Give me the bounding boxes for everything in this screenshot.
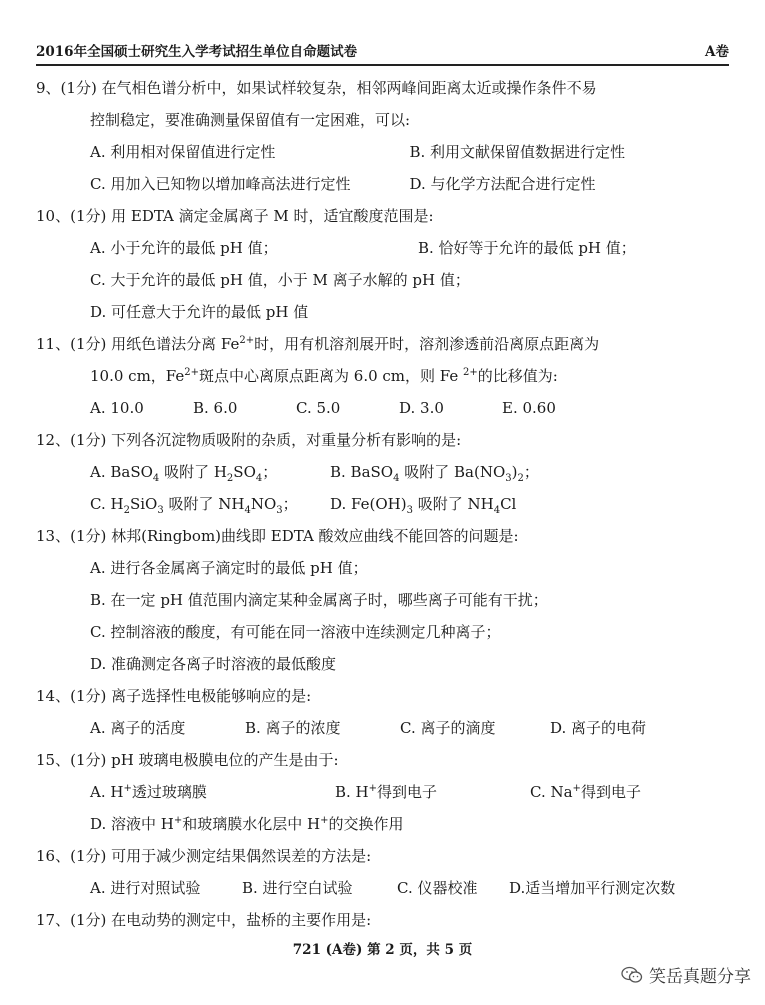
- question-12-stem: 12、(1分) 下列各沉淀物质吸附的杂质，对重量分析有影响的是:: [36, 431, 462, 449]
- q9-option-d: D. 与化学方法配合进行定性: [409, 175, 596, 193]
- formula-text: 吸附了 NH: [412, 495, 494, 513]
- question-9-stem-cont: 控制稳定，要准确测量保留值有一定困难，可以:: [90, 111, 411, 129]
- question-13-option-c-row: [36, 616, 729, 648]
- ion-charge: +: [123, 783, 132, 794]
- question-15-options-row1: [36, 776, 729, 808]
- question-13-stem: 13、(1分) 林邦(Ringbom)曲线即 EDTA 酸效应曲线不能回答的问题是:: [36, 527, 519, 545]
- q14-option-b: B. 离子的浓度: [245, 719, 341, 737]
- q13-option-a: A. 进行各金属离子滴定时的最低 pH 值；: [90, 559, 368, 577]
- ion-charge: +: [173, 815, 183, 826]
- exam-title: 2016年全国硕士研究生入学考试招生单位自命题试卷: [36, 44, 358, 60]
- q11-line2-text-2: 斑点中心离原点距离为 6.0 cm，则 Fe: [199, 367, 464, 385]
- formula-text: 吸附了 H: [159, 463, 227, 481]
- q11-option-c: C. 5.0: [296, 399, 341, 417]
- question-11-stem-cont: [36, 360, 729, 392]
- q13-option-b: B. 在一定 pH 值范围内滴定某种金属离子时，哪些离子可能有干扰；: [90, 591, 548, 609]
- question-15-stem: 15、(1分) pH 玻璃电极膜电位的产生是由于:: [36, 751, 339, 769]
- question-17-stem: 17、(1分) 在电动势的测定中，盐桥的主要作用是:: [36, 911, 372, 929]
- ion-charge: +: [572, 783, 581, 794]
- question-13-option-b-row: [36, 584, 729, 616]
- subscript: 4: [493, 505, 501, 516]
- page-footer: 721 (A卷) 第 2 页，共 5 页: [292, 942, 473, 958]
- question-14-options: [36, 712, 729, 744]
- q14-option-d: D. 离子的电荷: [550, 719, 647, 737]
- q13-option-d: D. 准确测定各离子时溶液的最低酸度: [90, 655, 337, 673]
- ion-charge: +: [320, 815, 329, 826]
- subscript: 3: [276, 505, 283, 516]
- question-10-option-d-row: [36, 296, 729, 328]
- subscript: 2: [517, 473, 524, 484]
- q11-option-d: D. 3.0: [399, 399, 444, 417]
- formula-text: ；: [523, 463, 539, 481]
- q16-option-a: A. 进行对照试验: [90, 879, 201, 897]
- q10-option-b: B. 恰好等于允许的最低 pH 值；: [418, 239, 636, 257]
- question-16-options: [36, 872, 729, 904]
- subscript: 2: [226, 473, 234, 484]
- q16-option-c: C. 仪器校准: [397, 879, 478, 897]
- formula-text: B. BaSO: [330, 463, 394, 481]
- q10-option-c: C. 大于允许的最低 pH 值，小于 M 离子水解的 pH 值；: [90, 271, 470, 289]
- option-text: 和玻璃膜水化层中 H: [182, 815, 321, 833]
- q13-option-c: C. 控制溶液的酸度，有可能在同一溶液中连续测定几种离子；: [90, 623, 501, 641]
- formula-text: ；: [282, 495, 298, 513]
- question-13-option-d-row: [36, 648, 729, 680]
- question-list: [36, 72, 729, 936]
- q14-option-a: A. 离子的活度: [90, 719, 186, 737]
- question-9-options-row2: [36, 168, 729, 200]
- subscript: 4: [255, 473, 263, 484]
- subscript: 4: [152, 473, 160, 484]
- q11-stem-text-2: 时，用有机溶剂展开时，溶剂渗透前沿离原点距离为: [254, 335, 600, 353]
- formula-text: Cl: [500, 495, 517, 513]
- q12-option-a: [90, 456, 330, 488]
- formula-text: ；: [262, 463, 278, 481]
- wechat-icon: [621, 966, 643, 984]
- option-text: B. H: [335, 783, 369, 801]
- subscript: 2: [123, 505, 130, 516]
- q11-option-a: A. 10.0: [90, 399, 144, 417]
- question-16-stem: 16、(1分) 可用于减少测定结果偶然误差的方法是:: [36, 847, 372, 865]
- q12-option-b: [330, 456, 539, 488]
- q10-option-a: A. 小于允许的最低 pH 值；: [90, 239, 278, 257]
- q12-option-c: [90, 488, 330, 520]
- formula-text: NO: [250, 495, 277, 513]
- formula-text: SO: [233, 463, 256, 481]
- ion-charge: 2+: [184, 367, 200, 378]
- q9-option-c: C. 用加入已知物以增加峰高法进行定性: [90, 175, 351, 193]
- subscript: 3: [505, 473, 512, 484]
- question-11-stem: [36, 328, 729, 360]
- option-text: 得到电子: [377, 783, 438, 801]
- question-10-stem: 10、(1分) 用 EDTA 滴定金属离子 M 时，适宜酸度范围是:: [36, 207, 434, 225]
- ion-charge: +: [368, 783, 378, 794]
- formula-text: 吸附了 Ba(NO: [399, 463, 506, 481]
- question-14-stem: 14、(1分) 离子选择性电极能够响应的是:: [36, 687, 312, 705]
- formula-text: A. BaSO: [90, 463, 153, 481]
- q9-option-a: A. 利用相对保留值进行定性: [90, 143, 276, 161]
- ion-charge: 2+: [463, 367, 478, 378]
- subscript: 3: [157, 505, 164, 516]
- formula-text: SiO: [129, 495, 158, 513]
- q11-line2-text-3: 的比移值为:: [477, 367, 558, 385]
- option-text: 的交换作用: [328, 815, 404, 833]
- q15-option-b: [335, 776, 530, 808]
- option-text: A. H: [90, 783, 124, 801]
- formula-text: ): [511, 463, 518, 481]
- watermark-text: 笑岳真题分享: [649, 967, 751, 987]
- option-text: C. Na: [530, 783, 573, 801]
- q11-option-e: E. 0.60: [502, 399, 556, 417]
- question-15-option-d-row: [36, 808, 729, 840]
- q16-option-d: D.适当增加平行测定次数: [509, 879, 676, 897]
- q9-option-b: B. 利用文献保留值数据进行定性: [409, 143, 626, 161]
- subscript: 4: [393, 473, 400, 484]
- q10-option-d: D. 可任意大于允许的最低 pH 值: [90, 303, 309, 321]
- question-12-options-row2: [36, 488, 729, 520]
- paper-version: A卷: [705, 44, 729, 60]
- subscript: 3: [406, 505, 413, 516]
- question-12-options-row1: [36, 456, 729, 488]
- q15-option-c: [530, 776, 641, 808]
- option-text: 透过玻璃膜: [131, 783, 207, 801]
- question-9-stem: 9、(1分) 在气相色谱分析中，如果试样较复杂，相邻两峰间距离太近或操作条件不易: [36, 79, 597, 97]
- q11-option-b: B. 6.0: [193, 399, 238, 417]
- formula-text: 吸附了 NH: [163, 495, 245, 513]
- ion-charge: 2+: [239, 335, 255, 346]
- question-10-option-c-row: [36, 264, 729, 296]
- subscript: 4: [244, 505, 251, 516]
- page-header: [36, 40, 729, 66]
- option-text: D. 溶液中 H: [90, 815, 174, 833]
- q15-option-d: [90, 808, 404, 840]
- watermark: [621, 962, 751, 987]
- q11-stem-text: 11、(1分) 用纸色谱法分离 Fe: [36, 335, 240, 353]
- q14-option-c: C. 离子的滴度: [400, 719, 496, 737]
- q15-option-a: [90, 776, 335, 808]
- question-10-options-row1: [36, 232, 729, 264]
- q16-option-b: B. 进行空白试验: [242, 879, 353, 897]
- question-9-options-row1: [36, 136, 729, 168]
- formula-text: C. H: [90, 495, 124, 513]
- q11-line2-text: 10.0 cm，Fe: [90, 367, 185, 385]
- q12-option-d: [330, 488, 516, 520]
- question-13-option-a-row: [36, 552, 729, 584]
- option-text: 得到电子: [580, 783, 641, 801]
- formula-text: D. Fe(OH): [330, 495, 407, 513]
- question-11-options: [36, 392, 729, 424]
